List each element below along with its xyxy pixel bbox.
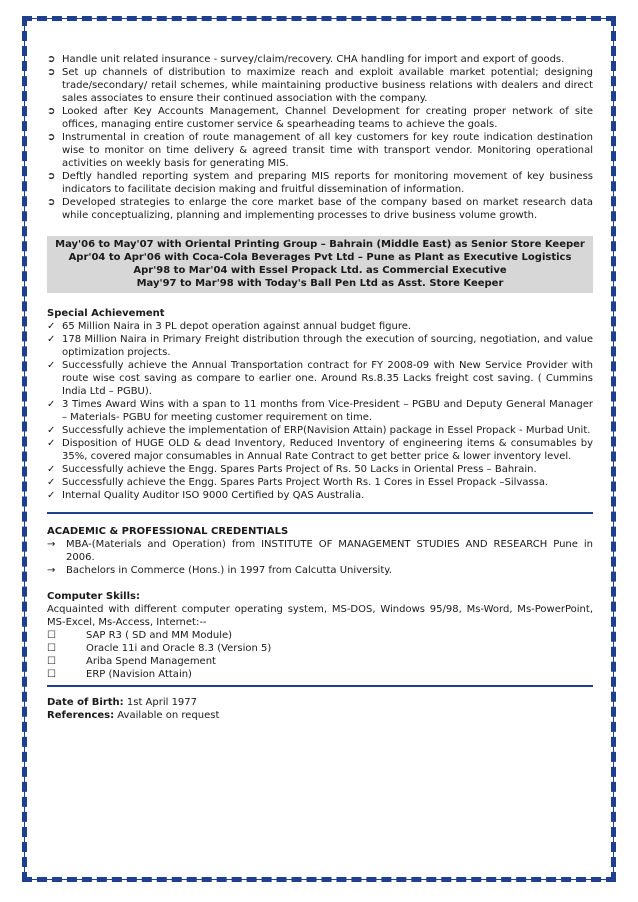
special-achievement-heading: Special Achievement xyxy=(47,308,165,319)
date-of-birth xyxy=(47,696,593,709)
list-item xyxy=(47,629,593,642)
list-item xyxy=(47,105,593,131)
responsibilities-list xyxy=(47,53,593,222)
arrow-circle-icon: ➲ xyxy=(47,67,56,78)
right-arrow-icon: → xyxy=(47,539,56,550)
section-divider xyxy=(47,685,593,687)
list-item xyxy=(47,320,593,333)
checkmark-icon: ✓ xyxy=(47,399,56,410)
computer-skills-text: Acquainted with different computer operating system, MS-DOS, Windows 95/98, Ms-Word, Ms-PowerPoint, MS-Excel, Ms-Access, Internet:-- xyxy=(47,604,593,628)
list-item xyxy=(47,489,593,502)
list-item xyxy=(47,668,593,681)
list-item-text: ERP (Navision Attain) xyxy=(86,669,192,680)
checkmark-icon: ✓ xyxy=(47,425,56,436)
list-item xyxy=(47,359,593,398)
arrow-circle-icon: ➲ xyxy=(47,197,56,208)
career-line: Apr'04 to Apr'06 with Coca-Cola Beverages Pvt Ltd – Pune as Plant as Executive Logistics xyxy=(68,252,572,263)
list-item-text: Successfully achieve the Engg. Spares Parts Project of Rs. 50 Lacks in Oriental Press – Bahrain. xyxy=(62,464,537,475)
list-item-text: Bachelors in Commerce (Hons.) in 1997 from Calcutta University. xyxy=(66,565,392,576)
list-item-text: Successfully achieve the implementation of ERP(Navision Attain) package in Essel Propack - Murbad Unit. xyxy=(62,425,591,436)
list-item-text: SAP R3 ( SD and MM Module) xyxy=(86,630,233,641)
software-list xyxy=(47,629,593,681)
references-value: Available on request xyxy=(114,710,220,721)
checkbox-icon: ☐ xyxy=(47,643,56,654)
list-item-text: 3 Times Award Wins with a span to 11 months from Vice-President – PGBU and Deputy General Manager – Materials- PGBU for meeting customer requirement on time. xyxy=(62,399,593,423)
achievement-list xyxy=(47,320,593,502)
list-item xyxy=(47,655,593,668)
arrow-circle-icon: ➲ xyxy=(47,106,56,117)
list-item xyxy=(47,476,593,489)
career-line: Apr'98 to Mar'04 with Essel Propack Ltd. as Commercial Executive xyxy=(133,265,507,276)
list-item xyxy=(47,196,593,222)
list-item-text: Developed strategies to enlarge the core market base of the company based on market research data while conceptualizing, planning and implementing processes to drive business volume growth. xyxy=(62,197,593,221)
list-item-text: Successfully achieve the Annual Transportation contract for FY 2008-09 with New Service Provider with route wise cost saving as compare to earlier one. Around Rs.8.35 Lacks freight cost saving. ( Cummins India Ltd – PGBU). xyxy=(62,360,593,397)
list-item xyxy=(47,538,593,564)
list-item xyxy=(47,66,593,105)
list-item-text: Ariba Spend Management xyxy=(86,656,216,667)
list-item xyxy=(47,642,593,655)
list-item-text: Looked after Key Accounts Management, Channel Development for creating proper network of site offices, managing entire customer service & spearheading teams to achieve the goals. xyxy=(62,106,593,130)
checkmark-icon: ✓ xyxy=(47,321,56,332)
list-item-text: MBA-(Materials and Operation) from INSTITUTE OF MANAGEMENT STUDIES AND RESEARCH Pune in 2006. xyxy=(66,539,593,563)
list-item-text: Oracle 11i and Oracle 8.3 (Version 5) xyxy=(86,643,272,654)
checkmark-icon: ✓ xyxy=(47,490,56,501)
list-item-text: Successfully achieve the Engg. Spares Parts Project Worth Rs. 1 Cores in Essel Propack –Silvassa. xyxy=(62,477,549,488)
list-item xyxy=(47,564,593,577)
list-item xyxy=(47,437,593,463)
checkbox-icon: ☐ xyxy=(47,656,56,667)
career-history-box xyxy=(47,236,593,293)
list-item xyxy=(47,333,593,359)
checkmark-icon: ✓ xyxy=(47,464,56,475)
list-item-text: Set up channels of distribution to maximize reach and exploit available market potential; designing trade/secondary/ retail schemes, while maintaining productive business relations with dealers and direct sales associates to ensure their continued association with the company. xyxy=(62,67,593,104)
arrow-circle-icon: ➲ xyxy=(47,132,56,143)
references-label: References: xyxy=(47,710,115,721)
checkbox-icon: ☐ xyxy=(47,630,56,641)
checkmark-icon: ✓ xyxy=(47,477,56,488)
references xyxy=(47,709,593,722)
career-line: May'06 to May'07 with Oriental Printing Group – Bahrain (Middle East) as Senior Store Keeper xyxy=(55,239,585,250)
list-item xyxy=(47,170,593,196)
resume-content xyxy=(47,53,593,722)
right-arrow-icon: → xyxy=(47,565,56,576)
list-item-text: Internal Quality Auditor ISO 9000 Certified by QAS Australia. xyxy=(62,490,365,501)
list-item-text: 65 Million Naira in 3 PL depot operation against annual budget figure. xyxy=(62,321,412,332)
list-item xyxy=(47,463,593,476)
dob-value: 1st April 1977 xyxy=(123,697,198,708)
list-item-text: Handle unit related insurance - survey/claim/recovery. CHA handling for import and export of goods. xyxy=(62,54,565,65)
academic-heading: ACADEMIC & PROFESSIONAL CREDENTIALS xyxy=(47,526,289,537)
list-item-text: Instrumental in creation of route management of all key customers for key route indication destination wise to monitor on time delivery & agreed transit time with transport vendor. Monitoring operational activities on weekly basis for generating MIS. xyxy=(62,132,593,169)
career-line: May'97 to Mar'98 with Today's Ball Pen Ltd as Asst. Store Keeper xyxy=(136,278,504,289)
list-item-text: Disposition of HUGE OLD & dead Inventory, Reduced Inventory of engineering items & consumables by 35%, covered major consumables in Annual Rate Contract to get better price & lower inventory level. xyxy=(62,438,593,462)
dob-label: Date of Birth: xyxy=(47,697,124,708)
arrow-circle-icon: ➲ xyxy=(47,54,56,65)
section-divider xyxy=(47,512,593,514)
academic-list xyxy=(47,538,593,577)
checkmark-icon: ✓ xyxy=(47,438,56,449)
list-item-text: Deftly handled reporting system and preparing MIS reports for monitoring movement of key business indicators to facilitate decision making and fruitful dissemination of information. xyxy=(62,171,593,195)
list-item-text: 178 Million Naira in Primary Freight distribution through the execution of sourcing, negotiation, and value optimization projects. xyxy=(62,334,593,358)
list-item xyxy=(47,398,593,424)
checkbox-icon: ☐ xyxy=(47,669,56,680)
arrow-circle-icon: ➲ xyxy=(47,171,56,182)
checkmark-icon: ✓ xyxy=(47,360,56,371)
computer-skills-heading: Computer Skills: xyxy=(47,591,140,602)
list-item xyxy=(47,53,593,66)
list-item xyxy=(47,131,593,170)
checkmark-icon: ✓ xyxy=(47,334,56,345)
list-item xyxy=(47,424,593,437)
